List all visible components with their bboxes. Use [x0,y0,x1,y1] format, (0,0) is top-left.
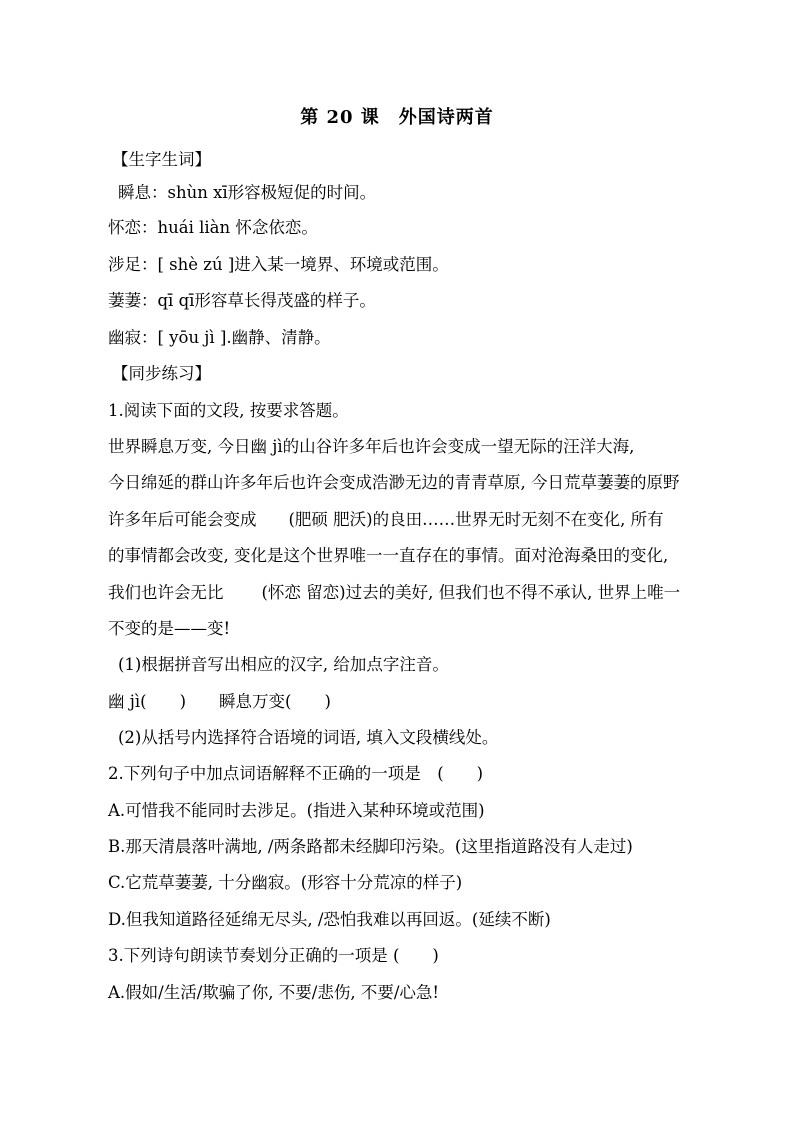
vocab-item: 瞬息：shùn xī形容极短促的时间。 [118,183,377,202]
option-c: C.它荒草萋萋, 十分幽寂。(形容十分荒凉的样子) [108,873,463,892]
passage-line: 今日绵延的群山许多年后也许会变成浩渺无边的青青草原, 今日荒草萋萋的原野 [108,473,680,492]
vocab-item: 怀恋：huái liàn 怀念依恋。 [108,218,318,237]
question-1-1-answers: 幽 jì( ) 瞬息万变( ) [108,692,331,711]
question-2: 2.下列句子中加点词语解释不正确的一项是 ( ) [108,764,484,783]
option-a: A.假如/生活/欺骗了你, 不要/悲伤, 不要/心急! [108,983,440,1002]
passage-text: 许多年后可能会变成 [108,510,257,529]
option-a: A.可惜我不能同时去涉足。(指进入某种环境或范围) [108,801,485,820]
option-d: D.但我知道路径延绵无尽头, /恐怕我难以再回返。(延续不断) [108,910,551,929]
passage-text: (怀恋 留恋)过去的美好, 但我们也不得不承认, 世界上唯一 [261,583,681,602]
question-1: 1.阅读下面的文段, 按要求答题。 [108,401,349,420]
vocab-item: 萋萋：qī qī形容草长得茂盛的样子。 [108,291,376,310]
passage-line: 世界瞬息万变, 今日幽 jì的山谷许多年后也许会变成一望无际的汪洋大海, [108,437,635,456]
passage-text: (肥硕 肥沃)的良田……世界无时无刻不在变化, 所有 [288,510,664,529]
passage-line [108,582,680,604]
question-3: 3.下列诗句朗读节奏划分正确的一项是 ( ) [108,946,439,965]
question-1-2: (2)从括号内选择符合语境的词语, 填入文段横线处。 [118,728,499,747]
question-1-1: (1)根据拼音写出相应的汉字, 给加点字注音。 [118,655,449,674]
page-title: 第 20 课 外国诗两首 [300,107,494,128]
practice-heading: 【同步练习】 [112,364,211,383]
option-b: B.那天清晨落叶满地, /两条路都未经脚印污染。(这里指道路没有人走过) [108,837,633,856]
vocab-item: 涉足：[ shè zú ]进入某一境界、环境或范围。 [108,255,449,274]
passage-text: 我们也许会无比 [108,583,224,602]
passage-line [108,509,664,531]
passage-line: 不变的是——变! [108,619,231,638]
passage-line: 的事情都会改变, 变化是这个世界唯一一直存在的事情。面对沧海桑田的变化, [108,546,669,565]
vocab-heading: 【生字生词】 [112,150,211,169]
vocab-item: 幽寂：[ yōu jì ].幽静、清静。 [108,328,331,347]
